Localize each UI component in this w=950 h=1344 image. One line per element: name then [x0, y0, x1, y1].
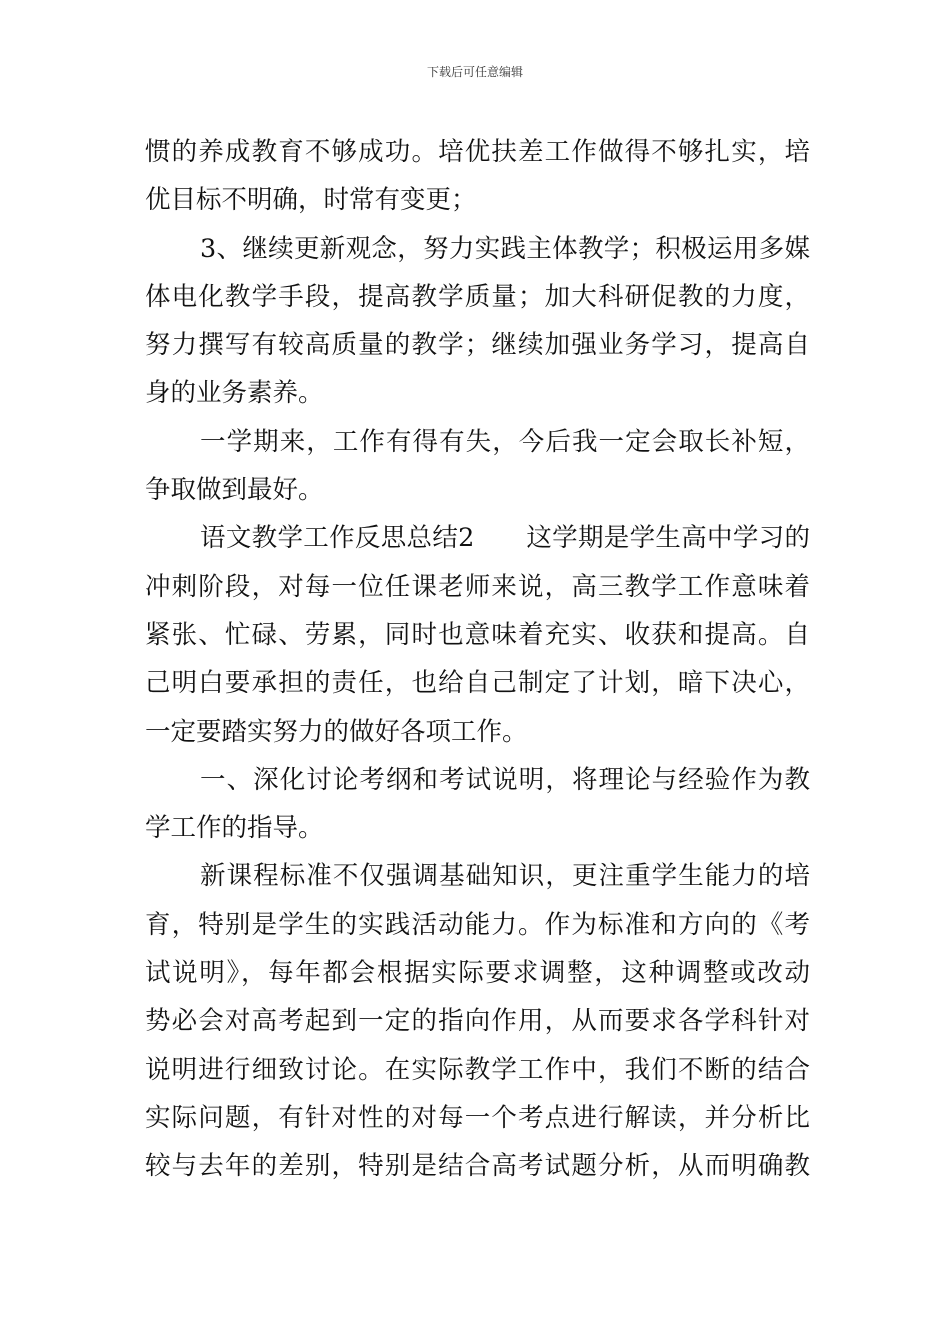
text-line: 努力撰写有较高质量的教学；继续加强业务学习，提高自: [145, 330, 810, 361]
text-line: 一学期来，工作有得有失，今后我一定会取长补短，: [200, 426, 810, 457]
text-line: 体电化教学手段，提高教学质量；加大科研促教的力度，: [145, 281, 810, 312]
text-line: 较与去年的差别，特别是结合高考试题分析，从而明确教: [145, 1151, 810, 1182]
text-line: 新课程标准不仅强调基础知识，更注重学生能力的培: [200, 861, 810, 892]
text-line: 试说明》，每年都会根据实际要求调整，这种调整或改动: [145, 958, 810, 989]
text-line: 一定要踏实努力的做好各项工作。: [145, 716, 528, 747]
text-line: 优目标不明确，时常有变更；: [145, 185, 477, 216]
text-line: 育，特别是学生的实践活动能力。作为标准和方向的《考: [145, 909, 810, 940]
text-line: 势必会对高考起到一定的指向作用，从而要求各学科针对: [145, 1006, 810, 1037]
text-line: 惯的养成教育不够成功。培优扶差工作做得不够扎实，培: [145, 137, 810, 167]
text-line: 语文教学工作反思总结2 这学期是学生高中学习的: [200, 523, 810, 554]
text-line: 身的业务素养。: [145, 378, 324, 409]
text-line: 紧张、忙碌、劳累，同时也意味着充实、收获和提高。自: [145, 619, 810, 650]
text-line: 3、继续更新观念，努力实践主体教学；积极运用多媒: [200, 233, 810, 264]
text-line: 实际问题，有针对性的对每一个考点进行解读，并分析比: [145, 1102, 810, 1133]
text-line: 说明进行细致讨论。在实际教学工作中，我们不断的结合: [145, 1054, 810, 1085]
page-header: 下载后可任意编辑: [426, 65, 523, 79]
text-line: 一、深化讨论考纲和考试说明，将理论与经验作为教: [200, 764, 810, 795]
body-text: [145, 128, 810, 1191]
text-line: 冲刺阶段，对每一位任课老师来说，高三教学工作意味着: [145, 571, 810, 602]
text-line: 学工作的指导。: [145, 813, 324, 844]
text-line: 己明白要承担的责任，也给自己制定了计划，暗下决心，: [145, 668, 810, 699]
text-line: 争取做到最好。: [145, 475, 324, 506]
